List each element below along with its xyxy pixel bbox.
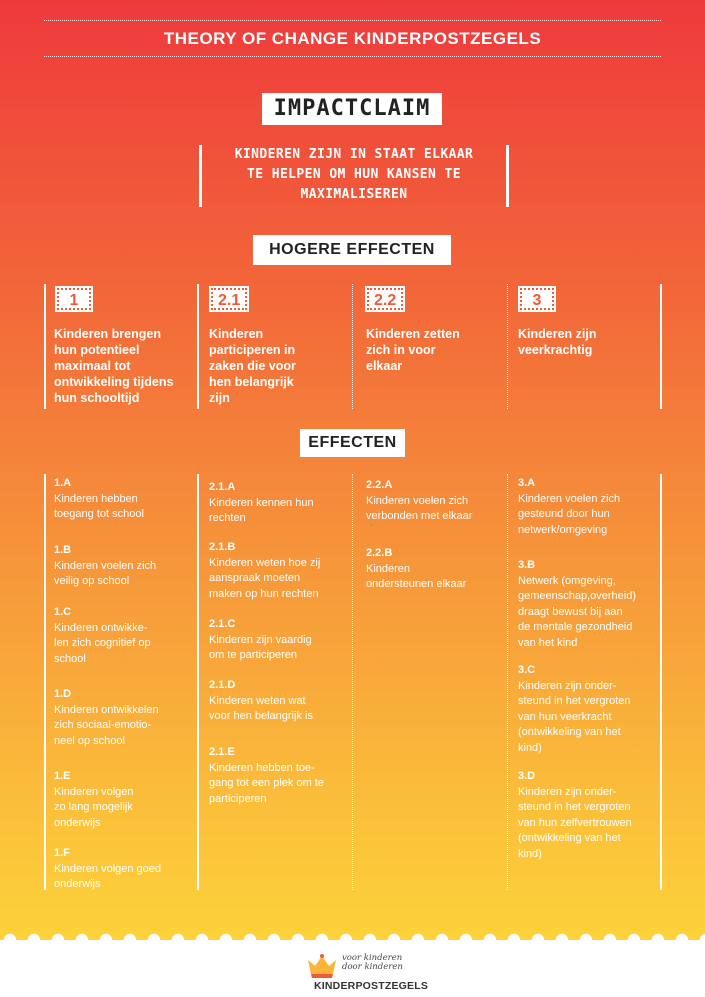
effect-line: steund in het vergroten — [518, 695, 631, 707]
effect-21a — [209, 480, 359, 527]
effect-line: Kinderen voelen zich — [54, 559, 157, 572]
effect-code: 3.B — [518, 559, 536, 571]
effect-line: (ontwikkeling van het — [518, 726, 621, 738]
effect-line: zo lang mogelijk — [54, 801, 133, 813]
page-title: THEORY OF CHANGE KINDERPOSTZEGELS — [163, 29, 542, 48]
hogere-2-1-line-4: hen belangrijk — [209, 375, 294, 389]
effect-line: draagt bewust bij aan — [518, 605, 623, 618]
hogere-col-1-line — [44, 284, 46, 409]
effect-code: 2.1.E — [209, 746, 235, 758]
claim-line-2: TE HELPEN OM HUN KANSEN TE — [247, 167, 461, 182]
effect-line: Kinderen zijn vaardig — [209, 633, 312, 646]
effect-line: aanspraak moeten — [209, 572, 301, 584]
effect-line: len zich cognitief op — [54, 637, 151, 649]
top-dotted-divider — [44, 20, 661, 21]
effect-line: Kinderen volgen — [54, 785, 134, 798]
hogere-2-1-line-2: participeren in — [209, 343, 296, 357]
effect-1c — [54, 605, 204, 667]
effect-line: maken op hun rechten — [209, 587, 319, 600]
impactclaim-text — [202, 145, 506, 205]
hogere-badge-2-1: 2.1 — [211, 288, 247, 310]
effecten-col-1-line — [44, 474, 46, 890]
title-dotted-divider — [44, 56, 661, 57]
effect-3d — [518, 769, 668, 862]
effect-line: Kinderen volgen goed — [54, 862, 162, 875]
effect-line: de mentale gezondheid — [518, 621, 633, 633]
hogere-3-line-2: veerkrachtig — [518, 343, 593, 357]
effect-code: 2.1.D — [209, 679, 236, 691]
hogere-2-1-line-1: Kinderen — [209, 327, 264, 341]
effect-21e — [209, 745, 359, 807]
effect-line: Kinderen ontwikke- — [54, 621, 148, 634]
effect-code: 2.2.A — [366, 479, 393, 491]
hogere-1-line-2: hun potentieel — [54, 343, 140, 357]
effect-line: van hun veerkracht — [518, 710, 612, 723]
effect-code: 2.1.A — [209, 481, 236, 493]
hogere-col-end-line — [660, 284, 662, 409]
effect-code: 1.C — [54, 606, 72, 618]
effect-code: 2.1.C — [209, 618, 236, 630]
hogere-col-4-line — [507, 284, 508, 409]
effect-line: onderwijs — [54, 878, 101, 890]
hogere-effecten-heading: HOGERE EFFECTEN — [253, 235, 451, 265]
effect-line: Kinderen — [366, 562, 411, 575]
effect-code: 1.F — [54, 847, 70, 859]
effect-line: Kinderen zijn onder- — [518, 785, 617, 798]
effect-line: Kinderen weten wat — [209, 694, 306, 707]
logo-brand: KINDERPOSTZEGELS — [314, 980, 429, 992]
effect-22b — [366, 546, 516, 593]
hogere-2-1-line-3: zaken die voor — [209, 359, 296, 373]
crown-icon — [306, 952, 338, 980]
effect-3b — [518, 558, 668, 651]
hogere-col-3-line — [352, 284, 353, 409]
kinderpostzegels-logo — [300, 946, 429, 996]
effect-1a — [54, 476, 204, 523]
effect-code: 2.1.B — [209, 541, 236, 553]
effect-code: 3.C — [518, 664, 536, 676]
logo-tagline-2: door kinderen — [342, 962, 403, 972]
effect-line: verbonden met elkaar — [366, 510, 473, 522]
effect-line: onderwijs — [54, 816, 101, 829]
effecten-col-4-line — [507, 474, 508, 890]
effect-line: steund in het vergroten — [518, 801, 631, 813]
effect-3c — [518, 663, 668, 756]
effect-code: 1.E — [54, 770, 71, 782]
hogere-1-line-4: ontwikkeling tijdens — [54, 375, 174, 389]
hogere-text-1 — [54, 326, 194, 406]
effect-line: Kinderen voelen zich — [366, 494, 469, 507]
hogere-3-line-1: Kinderen zijn — [518, 327, 597, 341]
effect-22a — [366, 478, 516, 525]
effect-21b — [209, 540, 359, 602]
effect-code: 3.D — [518, 770, 536, 782]
effect-line: Kinderen hebben — [54, 492, 138, 505]
hogere-badge-1: 1 — [57, 288, 91, 310]
effect-line: Kinderen ontwikkelen — [54, 703, 159, 716]
effect-line: van het kind — [518, 636, 578, 649]
effect-code: 1.D — [54, 688, 72, 700]
logo-tagline-1: voor kinderen — [342, 953, 403, 963]
effect-line: van hun zelfvertrouwen — [518, 816, 632, 829]
effect-line: om te participeren — [209, 649, 298, 661]
hogere-1-line-5: hun schooltijd — [54, 391, 140, 405]
effect-line: participeren — [209, 792, 267, 805]
effect-line: gesteund door hun — [518, 508, 610, 520]
effect-line: Kinderen voelen zich — [518, 492, 621, 505]
impactclaim-heading: IMPACTCLAIM — [262, 93, 442, 125]
hogere-text-2-2 — [366, 326, 506, 374]
effect-line: netwerk/omgeving — [518, 523, 608, 536]
effect-code: 1.A — [54, 477, 72, 489]
hogere-1-line-1: Kinderen brengen — [54, 327, 161, 341]
effect-code: 2.2.B — [366, 547, 393, 559]
claim-line-3: MAXIMALISEREN — [300, 187, 408, 202]
effect-line: toegang tot school — [54, 508, 144, 520]
effect-21c — [209, 617, 359, 664]
hogere-text-3 — [518, 326, 658, 358]
effect-line: Netwerk (omgeving, — [518, 574, 616, 587]
effect-line: gang tot een plek om te — [209, 777, 324, 789]
effect-line: voor hen belangrijk is — [209, 710, 313, 722]
claim-line-1: KINDEREN ZIJN IN STAAT ELKAAR — [234, 147, 474, 162]
effect-line: ondersteunen elkaar — [366, 578, 467, 590]
effecten-heading: EFFECTEN — [300, 429, 405, 457]
hogere-2-2-line-1: Kinderen zetten — [366, 327, 460, 341]
effect-line: (ontwikkeling van het — [518, 832, 621, 844]
effect-line: gemeenschap,overheid) — [518, 590, 637, 602]
effect-line: kind) — [518, 741, 542, 754]
hogere-2-2-line-2: zich in voor — [366, 343, 436, 357]
effect-1d — [54, 687, 204, 749]
hogere-2-2-line-3: elkaar — [366, 359, 403, 373]
effect-line: Kinderen zijn onder- — [518, 679, 617, 692]
effect-code: 3.A — [518, 477, 536, 489]
effect-line: Kinderen hebben toe- — [209, 761, 315, 774]
effect-line: veilig op school — [54, 575, 130, 587]
effect-1e — [54, 769, 204, 831]
effect-line: rechten — [209, 512, 246, 524]
effect-1f — [54, 846, 204, 893]
effect-line: neel op school — [54, 734, 125, 747]
effect-line: school — [54, 652, 86, 665]
impactclaim-box — [199, 145, 509, 207]
effect-line: Kinderen weten hoe zij — [209, 556, 321, 569]
hogere-2-1-line-5: zijn — [209, 391, 230, 405]
hogere-text-2-1 — [209, 326, 349, 406]
effect-line: kind) — [518, 847, 542, 860]
hogere-1-line-3: maximaal tot — [54, 359, 131, 373]
effect-code: 1.B — [54, 544, 72, 556]
hogere-badge-3: 3 — [520, 288, 554, 310]
effect-line: Kinderen kennen hun — [209, 496, 314, 509]
effect-21d — [209, 678, 359, 725]
effect-1b — [54, 543, 204, 590]
effect-3a — [518, 476, 668, 538]
hogere-col-2-line — [197, 284, 199, 409]
effect-line: zich sociaal-emotio- — [54, 719, 152, 731]
hogere-badge-2-2: 2.2 — [367, 288, 403, 310]
